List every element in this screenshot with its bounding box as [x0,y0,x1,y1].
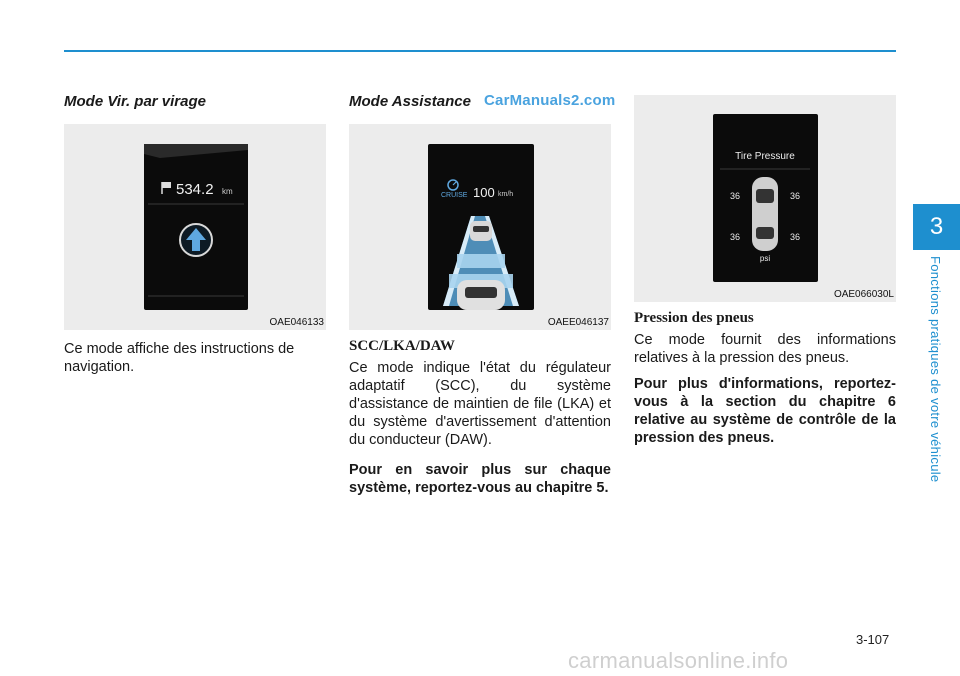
column-tire-pressure [634,95,896,447]
column-turn-by-turn [64,92,326,376]
figure-navigation [64,124,326,330]
speed-unit: km/h [498,191,514,198]
chapter-number: 3 [929,213,944,240]
subheading: SCC/LKA/DAW [349,338,455,354]
watermark-top: CarManuals2.com [484,92,616,109]
car-icon [457,280,505,310]
tire-rear-left: 36 [730,232,741,242]
tire-pressure-title: Tire Pressure [735,151,795,162]
navigation-display-illustration [64,124,326,330]
paragraph: Ce mode indique l'état du régulateur adaptatif (SCC), du système d'assistance de maintien de file (LKA) et du système d'avertissement d'attention du conducteur (DAW). [349,360,611,448]
paragraph: Ce mode affiche des instructions de navigation. [64,341,295,375]
tire-front-right: 36 [790,191,801,201]
tire-pressure-unit: psi [759,254,771,263]
distance-value: 534.2 [176,181,214,198]
watermark-bottom: carmanualsonline.info [568,648,789,673]
tire-rear-right: 36 [790,232,801,242]
tire-pressure-display-illustration [634,95,896,302]
bold-paragraph: Pour plus d'informations, reportez-vous à la section du chapitre 6 relative au système de contrôle de la pression des pneus. [634,376,896,446]
column-assist [349,92,611,497]
speed-value: 100 [473,185,495,200]
section-heading: Mode Vir. par virage [64,93,206,110]
distance-unit: km [222,187,233,196]
section-heading: Mode Assistance [349,93,471,110]
page-number: 3-107 [856,632,890,647]
car-icon [470,221,492,241]
figure-id: OAE066030L [833,289,894,300]
chapter-title: Fonctions pratiques de votre véhicule [928,256,943,483]
bold-paragraph: Pour en savoir plus sur chaque système, reportez-vous au chapitre 5. [349,462,611,496]
chapter-tab [913,204,960,250]
figure-tire-pressure [634,95,896,302]
figure-id: OAE046133 [269,317,324,328]
assist-display-illustration [349,124,611,330]
tire-front-left: 36 [730,191,741,201]
car-top-view-icon [752,177,778,251]
cruise-label: CRUISE [441,192,468,199]
paragraph: Ce mode fournit des informations relatives à la pression des pneus. [634,332,896,366]
subheading: Pression des pneus [634,310,754,326]
arrow-up-icon [180,224,212,256]
figure-assist [349,124,611,330]
header-rule [64,50,896,52]
figure-id: OAEE046137 [547,317,609,328]
